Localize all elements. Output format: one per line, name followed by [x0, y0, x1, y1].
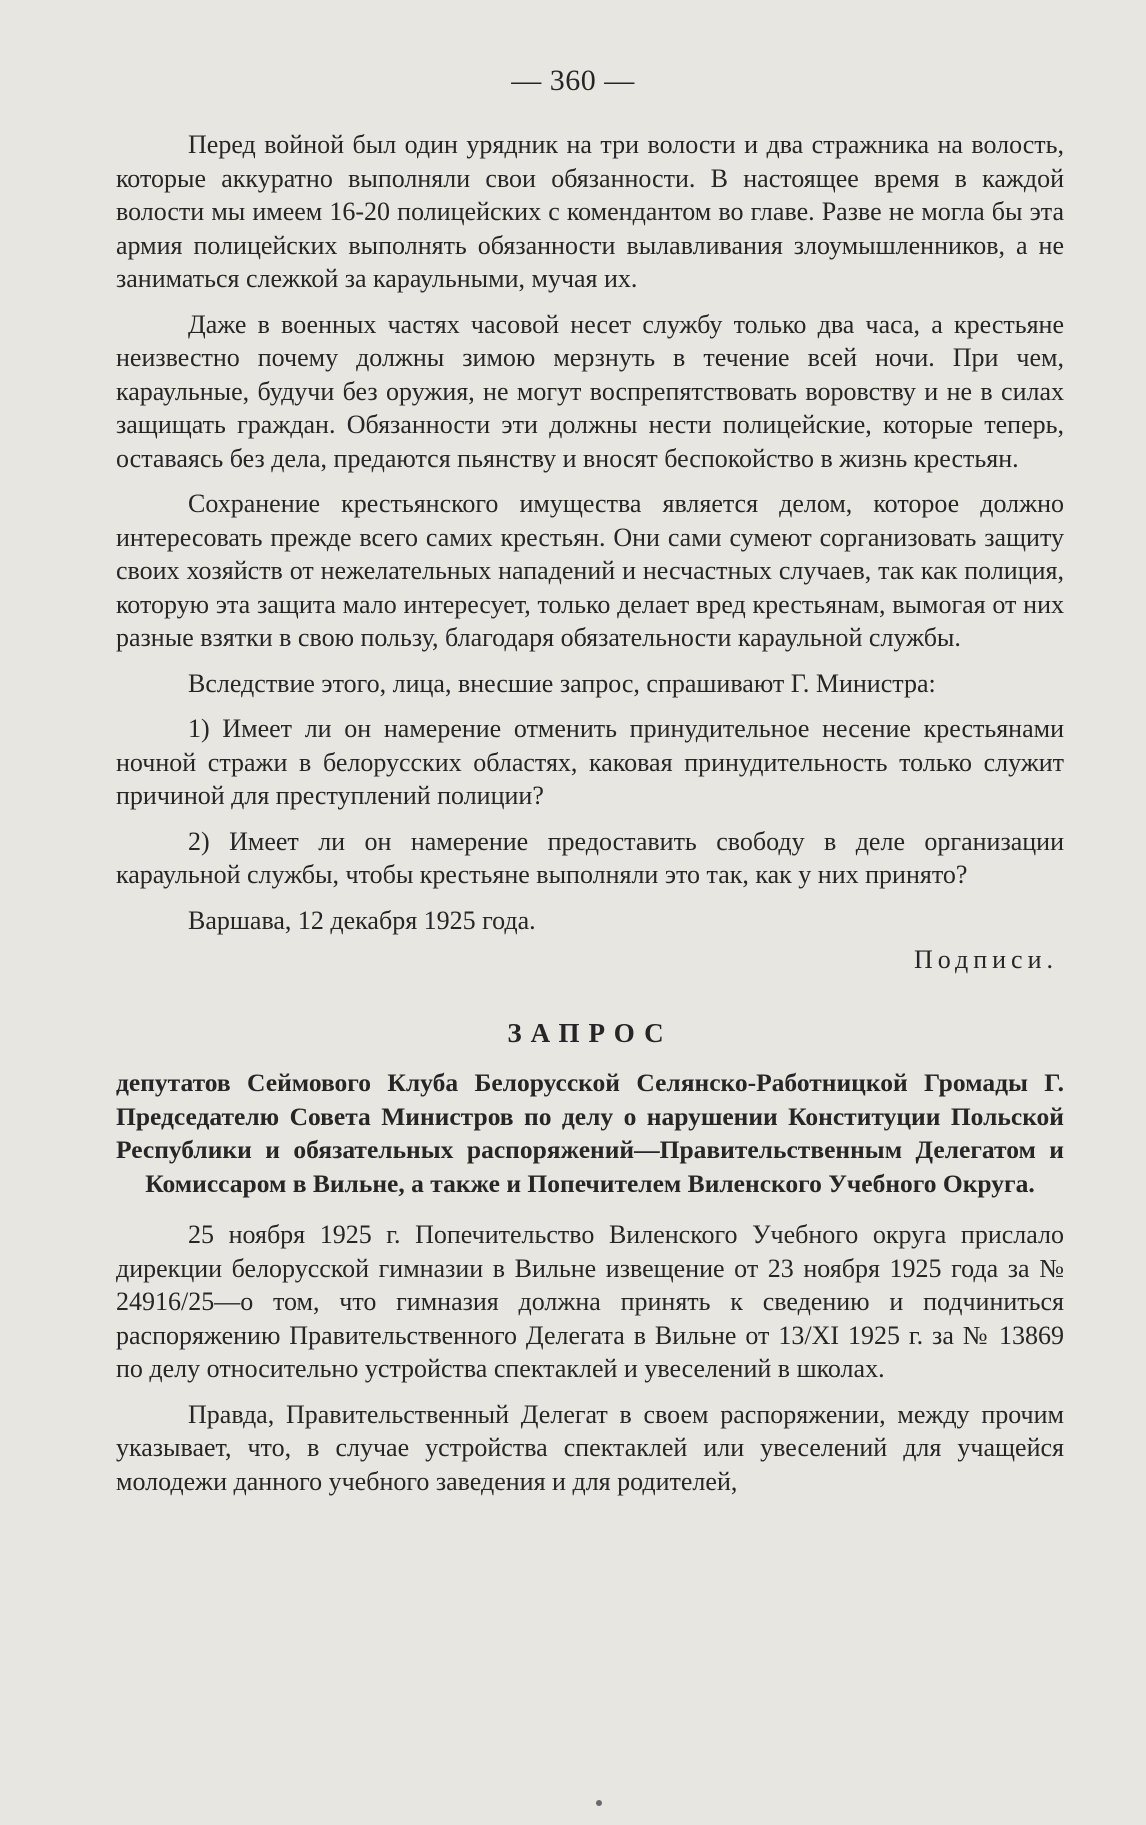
- paragraph: 25 ноября 1925 г. Попечительство Виленского Учебного округа прислало дирекции белорусской гимназии в Вильне извещение от 23 ноября 1925 года за № 24916/25—о том, что гимназия должна принять к сведению и подчиниться распоряжению Правительственного Делегата в Вильне от 13/XI 1925 г. за № 13869 по делу относительно устройства спектаклей и увеселений в школах.: [116, 1220, 1064, 1383]
- paragraph: Правда, Правительственный Делегат в своем распоряжении, между прочим указывает, что, в случае устройства спектаклей или увеселений для учащейся молодежи данного учебного заведения и для родителей,: [116, 1399, 1064, 1496]
- paragraph: Сохранение крестьянского имущества является делом, которое должно интересовать прежде всего самих крестьян. Они сами сумеют сорганизовать защиту своих хозяйств от нежелательных нападений и несчастных случаев, так как полиция, которую эта защита мало интересует, только делает вред крестьянам, вымогая от них разные взятки в свою пользу, благодаря обязательности караульной службы.: [116, 489, 1064, 652]
- page-text: [116, 128, 1064, 1510]
- section-heading: ЗАПРОС: [507, 1017, 673, 1048]
- paragraph: Перед войной был один урядник на три волости и два стражника на волость, которые аккуратно выполняли свои обязанности. В настоящее время в каждой волости мы имеем 16-20 полицейских с комендантом во главе. Разве не могла бы эта армия полицейских выполнять обязанности вылавливания злоумышленников, а не заниматься слежкой за караульными, мучая их.: [116, 130, 1064, 293]
- question-item: 1) Имеет ли он намерение отменить принудительное несение крестьянами ночной стражи в белорусских областях, каковая принудительность только служит причиной для преступлений полиции?: [116, 714, 1064, 810]
- place-date: Варшава, 12 декабря 1925 года.: [188, 905, 536, 935]
- page-number: — 360 —: [511, 64, 635, 97]
- signatures: Подписи.: [913, 945, 1058, 974]
- section-subheading: депутатов Сеймового Клуба Белорусской Селянско-Работницкой Громады Г. Председателю Совета Министров по делу о нарушении Конституции Польской Республики и обязательных распоряжений—Правительственным Делегатом и Комиссаром в Вильне, а также и Попечителем Виленского Учебного Округа.: [116, 1068, 1064, 1198]
- paragraph: Вследствие этого, лица, внесшие запрос, спрашивают Г. Министра:: [188, 668, 936, 698]
- ink-speck: [596, 1800, 602, 1806]
- paragraph: Даже в военных частях часовой несет службу только два часа, а крестьяне неизвестно почему должны зимою мерзнуть в течение всей ночи. При чем, караульные, будучи без оружия, не могут воспрепятствовать воровству и не в силах защищать граждан. Обязанности эти должны нести полицейские, которые теперь, оставаясь без дела, предаются пьянству и вносят беспокойство в жизнь крестьян.: [116, 309, 1064, 473]
- question-item: 2) Имеет ли он намерение предоставить свободу в деле организации караульной службы, чтобы крестьяне выполняли это так, как у них принято?: [116, 826, 1064, 889]
